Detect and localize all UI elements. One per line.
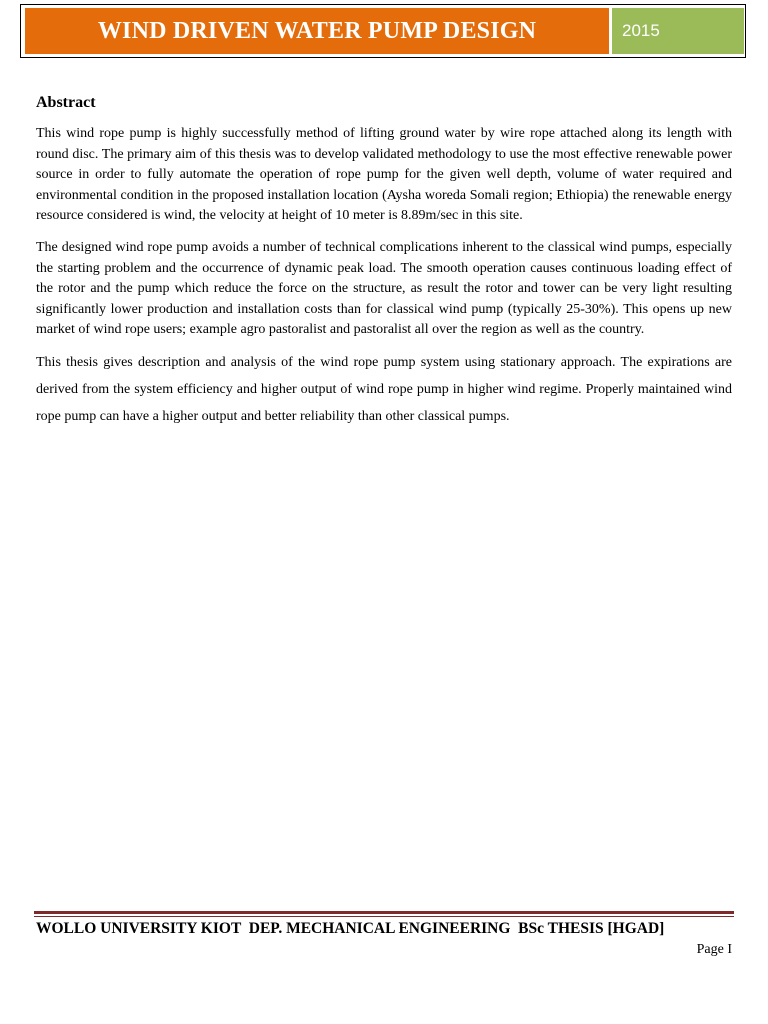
abstract-paragraph-1: This wind rope pump is highly successfully method of lifting ground water by wire rope attached along its length with round disc. The primary aim of this thesis was to develop validated methodology to use the most effective renewable power source in order to fully automate the operation of rope pump for the given well depth, volume of water required and environmental condition in the proposed installation location (Aysha woreda Somali region; Ethiopia) the renewable energy resource considered is wind, the velocity at height of 10 meter is 8.89m/sec in this site.	[36, 126, 732, 224]
document-year: 2015	[622, 21, 660, 40]
footer-rule-thick	[34, 911, 734, 914]
footer-institution: WOLLO UNIVERSITY KIOT DEP. MECHANICAL ENGINEERING BSc THESIS [HGAD]	[36, 920, 665, 937]
abstract-heading: Abstract	[36, 94, 96, 111]
document-title: WIND DRIVEN WATER PUMP DESIGN	[97, 17, 537, 44]
footer-rule-thin	[34, 916, 734, 917]
abstract-section	[36, 92, 732, 441]
page-number: Page I	[696, 942, 732, 957]
header-title-box	[25, 8, 609, 54]
abstract-paragraph-2: The designed wind rope pump avoids a number of technical complications inherent to the classical wind pumps, especially the starting problem and the occurrence of dynamic peak load. The smooth operation causes continuous loading effect of the rotor and the pump which reduce the force on the structure, as result the rotor and tower can be very light resulting significantly lower production and installation costs than for classical wind pump (typically 25-30%). This opens up new market of wind rope users; example agro pastoralist and pastoralist all over the region as well as the country.	[36, 239, 732, 338]
header-year-box	[612, 8, 744, 54]
abstract-paragraph-3: This thesis gives description and analysis of the wind rope pump system using stationary approach. The expirations are derived from the system efficiency and higher output of wind rope pump in higher wind regime. Properly maintained wind rope pump can have a higher output and better reliability than other classical pumps.	[36, 354, 732, 424]
